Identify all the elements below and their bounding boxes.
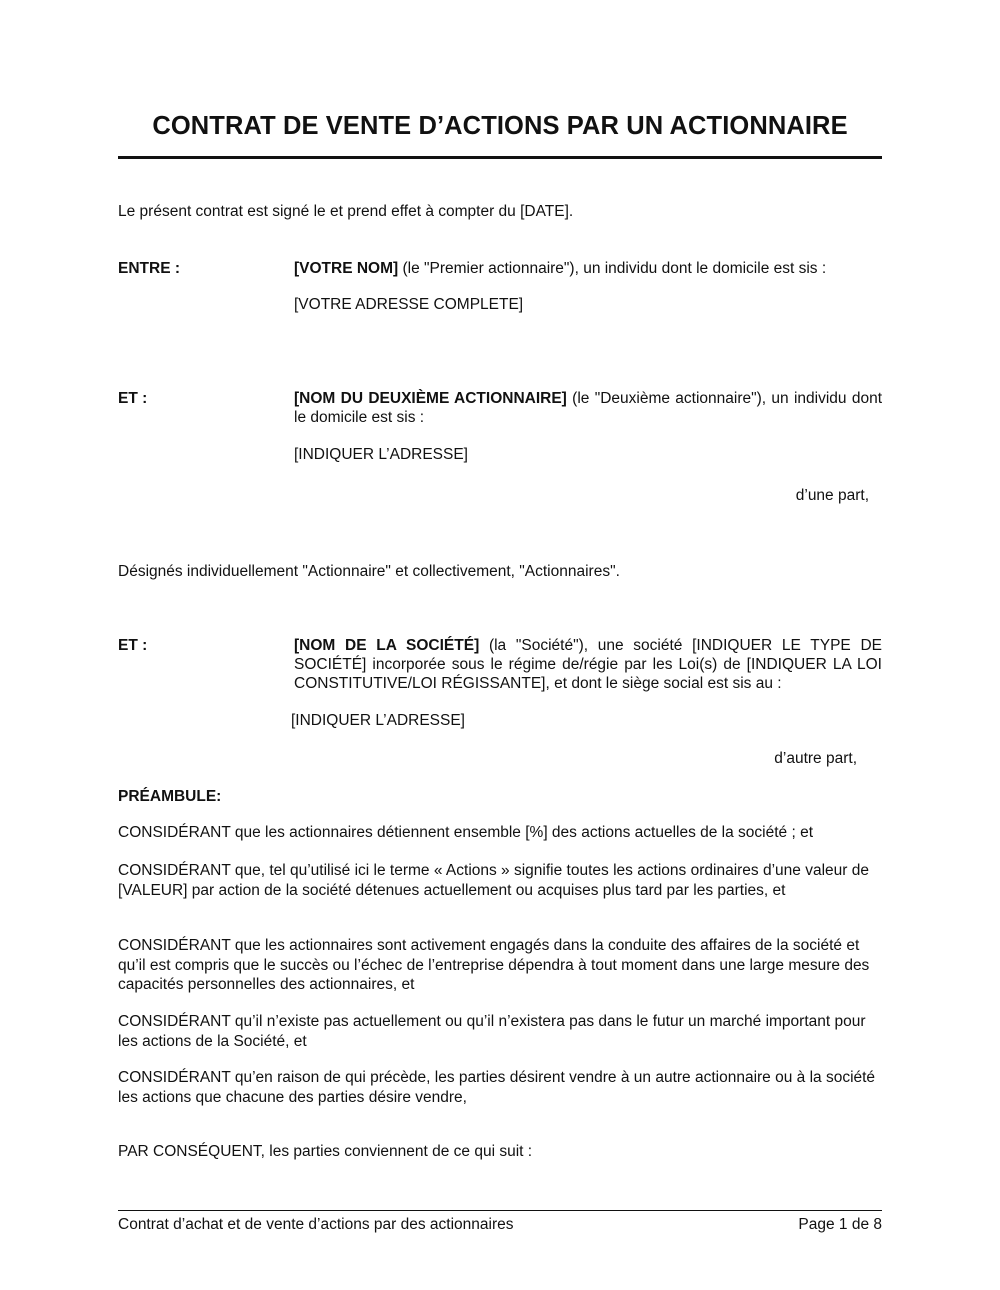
party1-label: ENTRE :: [118, 260, 180, 277]
party3-closing: d’autre part,: [774, 750, 857, 767]
party3-label: ET :: [118, 637, 148, 654]
party2-closing: d’une part,: [795, 487, 869, 504]
party2-label: ET :: [118, 390, 148, 407]
footer-divider: [118, 1210, 882, 1211]
party3-name: [NOM DE LA SOCIÉTÉ]: [294, 637, 480, 654]
preamble-paragraph-4: CONSIDÉRANT qu’il n’existe pas actuellement ou qu’il n’existera pas dans le futur un marché important pour les actions de la Société, et: [118, 1013, 866, 1050]
party1-name: [VOTRE NOM]: [294, 260, 399, 277]
preamble-heading: PRÉAMBULE:: [118, 788, 222, 805]
party2-desc: (le "Deuxième actionnaire"), un individu dont le domicile est sis :: [294, 390, 882, 426]
title-divider: [118, 156, 882, 159]
preamble-paragraph-1: CONSIDÉRANT que les actionnaires détiennent ensemble [%] des actions actuelles de la société ; et: [118, 824, 814, 841]
party2-address: [INDIQUER L’ADRESSE]: [294, 446, 468, 463]
party1-address: [VOTRE ADRESSE COMPLETE]: [294, 296, 524, 313]
party1-description: [294, 259, 882, 278]
footer-page-number: Page 1 de 8: [798, 1216, 882, 1233]
intro-text: Le présent contrat est signé le et prend effet à compter du [DATE].: [118, 203, 574, 220]
preamble-paragraph-3: CONSIDÉRANT que les actionnaires sont activement engagés dans la conduite des affaires de la société et qu’il est compris que le succès ou l’échec de l’entreprise dépendra à tout moment dans une large mesure des capacités personnelles des actionnaires, et: [118, 937, 870, 993]
party3-desc: (la "Société"), une société [INDIQUER LE TYPE DE SOCIÉTÉ] incorporée sous le régime de/régie par les Loi(s) de [INDIQUER LA LOI CONSTITUTIVE/LOI RÉGISSANTE], et dont le siège social est sis au :: [294, 637, 883, 692]
footer-document-name: Contrat d’achat et de vente d’actions par des actionnaires: [118, 1216, 514, 1233]
document-title: CONTRAT DE VENTE D’ACTIONS PAR UN ACTIONNAIRE: [152, 112, 848, 140]
party2-name: [NOM DU DEUXIÈME ACTIONNAIRE]: [294, 390, 567, 407]
party3-address: [INDIQUER L’ADRESSE]: [291, 712, 465, 729]
party3-description: [294, 636, 882, 693]
party2-description: [294, 389, 882, 427]
party1-desc: (le "Premier actionnaire"), un individu dont le domicile est sis :: [398, 260, 827, 277]
conclusion-text: PAR CONSÉQUENT, les parties conviennent de ce qui suit :: [118, 1143, 533, 1160]
preamble-paragraph-5: CONSIDÉRANT qu’en raison de qui précède, les parties désirent vendre à un autre actionnaire ou à la société les actions que chacune des parties désire vendre,: [118, 1069, 876, 1106]
preamble-paragraph-2: CONSIDÉRANT que, tel qu’utilisé ici le terme « Actions » signifie toutes les actions ordinaires d’une valeur de [VALEUR] par action de la société détenues actuellement ou acquises plus tard par les parties, et: [118, 862, 869, 899]
designation-text: Désignés individuellement "Actionnaire" et collectivement, "Actionnaires".: [118, 563, 620, 580]
